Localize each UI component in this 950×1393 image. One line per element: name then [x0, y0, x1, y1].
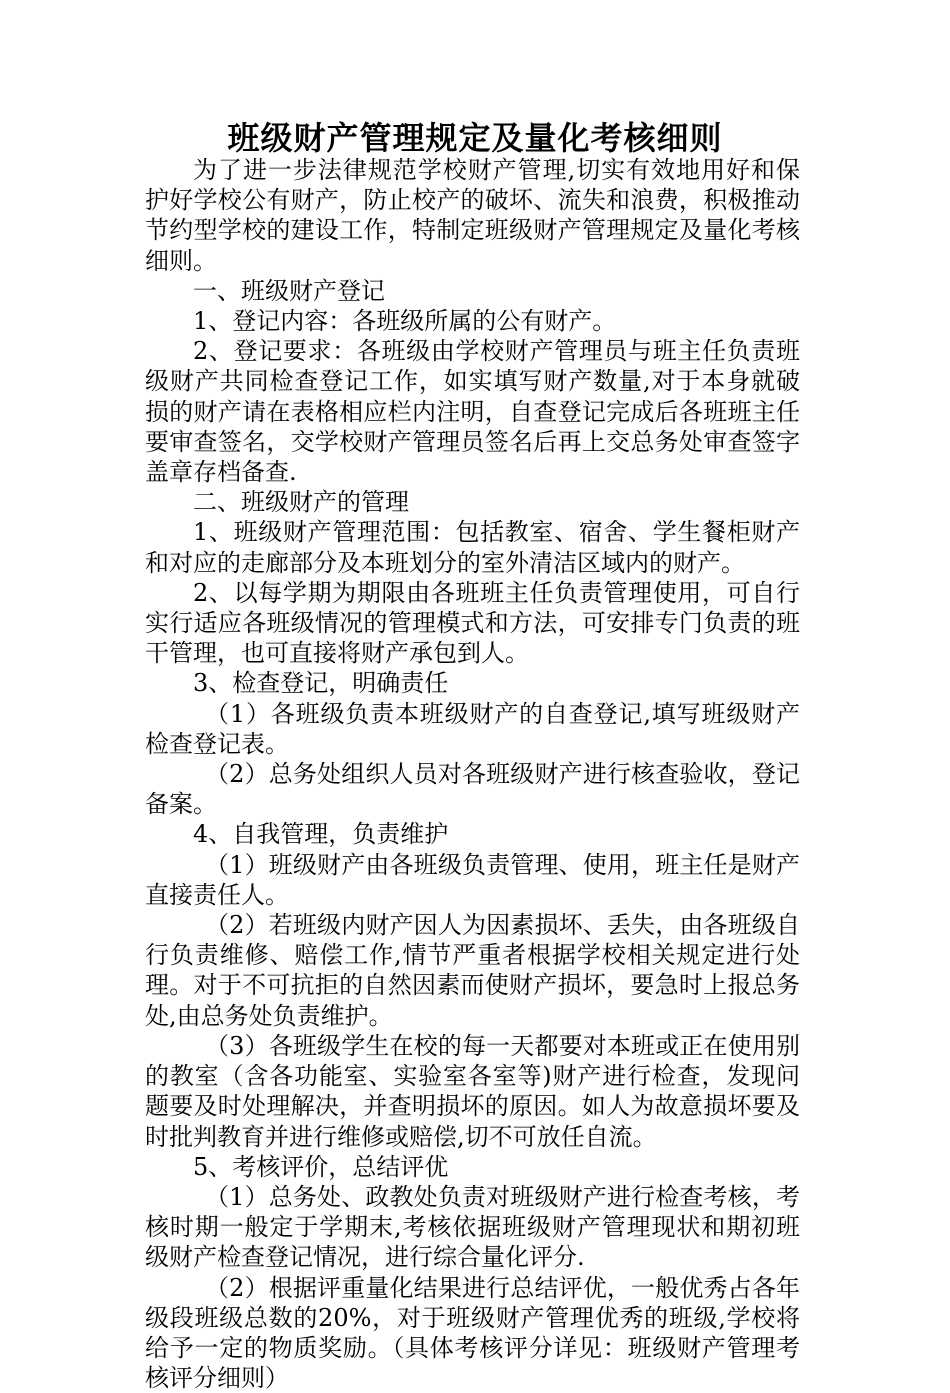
- paragraph: （2）总务处组织人员对各班级财产进行核查验收，登记备案。: [145, 760, 800, 819]
- paragraph: （3）各班级学生在校的每一天都要对本班或正在使用别的教室（含各功能室、实验室各室等)财产进行检查，发现问题要及时处理解决，并查明损坏的原因。如人为故意损坏要及时批判教育并进行维修或赔偿,切不可放任自流。: [145, 1031, 800, 1151]
- paragraph: （1）各班级负责本班级财产的自查登记,填写班级财产检查登记表。: [145, 699, 800, 758]
- section-heading-registration: 一、班级财产登记: [193, 276, 385, 305]
- document-title: 班级财产管理规定及量化考核细则: [227, 119, 723, 157]
- paragraph: 1、登记内容：各班级所属的公有财产。: [193, 307, 617, 336]
- document-body: [145, 155, 800, 1393]
- paragraph-intro: 为了进一步法律规范学校财产管理,切实有效地用好和保护好学校公有财产，防止校产的破坏、流失和浪费，积极推动节约型学校的建设工作，特制定班级财产管理规定及量化考核细则。: [145, 156, 800, 275]
- paragraph: （2）根据评重量化结果进行总结评优，一般优秀占各年级段班级总数的20%，对于班级财产管理优秀的班级,学校将给予一定的物质奖励。（具体考核评分详见：班级财产管理考核评分细则）: [145, 1273, 800, 1393]
- paragraph: （2）若班级内财产因人为因素损坏、丢失，由各班级自行负责维修、赔偿工作,情节严重者根据学校相关规定进行处理。对于不可抗拒的自然因素而使财产损坏，要急时上报总务处,由总务处负责维护。: [145, 911, 800, 1030]
- paragraph: 2、以每学期为期限由各班班主任负责管理使用，可自行实行适应各班级情况的管理模式和方法，可安排专门负责的班干管理，也可直接将财产承包到人。: [145, 578, 800, 668]
- paragraph: 1、班级财产管理范围：包括教室、宿舍、学生餐柜财产和对应的走廊部分及本班划分的室外清洁区域内的财产。: [145, 518, 800, 577]
- paragraph: 2、登记要求：各班级由学校财产管理员与班主任负责班级财产共同检查登记工作，如实填写财产数量,对于本身就破损的财产请在表格相应栏内注明，自查登记完成后各班班主任要审查签名，交学校财产管理员签名后再上交总务处审查签字盖章存档备查.: [145, 337, 800, 487]
- subheading: 4、自我管理，负责维护: [193, 820, 449, 849]
- paragraph: （1）班级财产由各班级负责管理、使用，班主任是财产直接责任人。: [145, 850, 800, 909]
- subheading: 5、考核评价，总结评优: [193, 1152, 449, 1181]
- paragraph: （1）总务处、政教处负责对班级财产进行检查考核，考核时期一般定于学期末,考核依据班级财产管理现状和期初班级财产检查登记情况，进行综合量化评分.: [145, 1182, 800, 1272]
- section-heading-management: 二、班级财产的管理: [193, 488, 409, 517]
- subheading: 3、检查登记，明确责任: [193, 669, 449, 698]
